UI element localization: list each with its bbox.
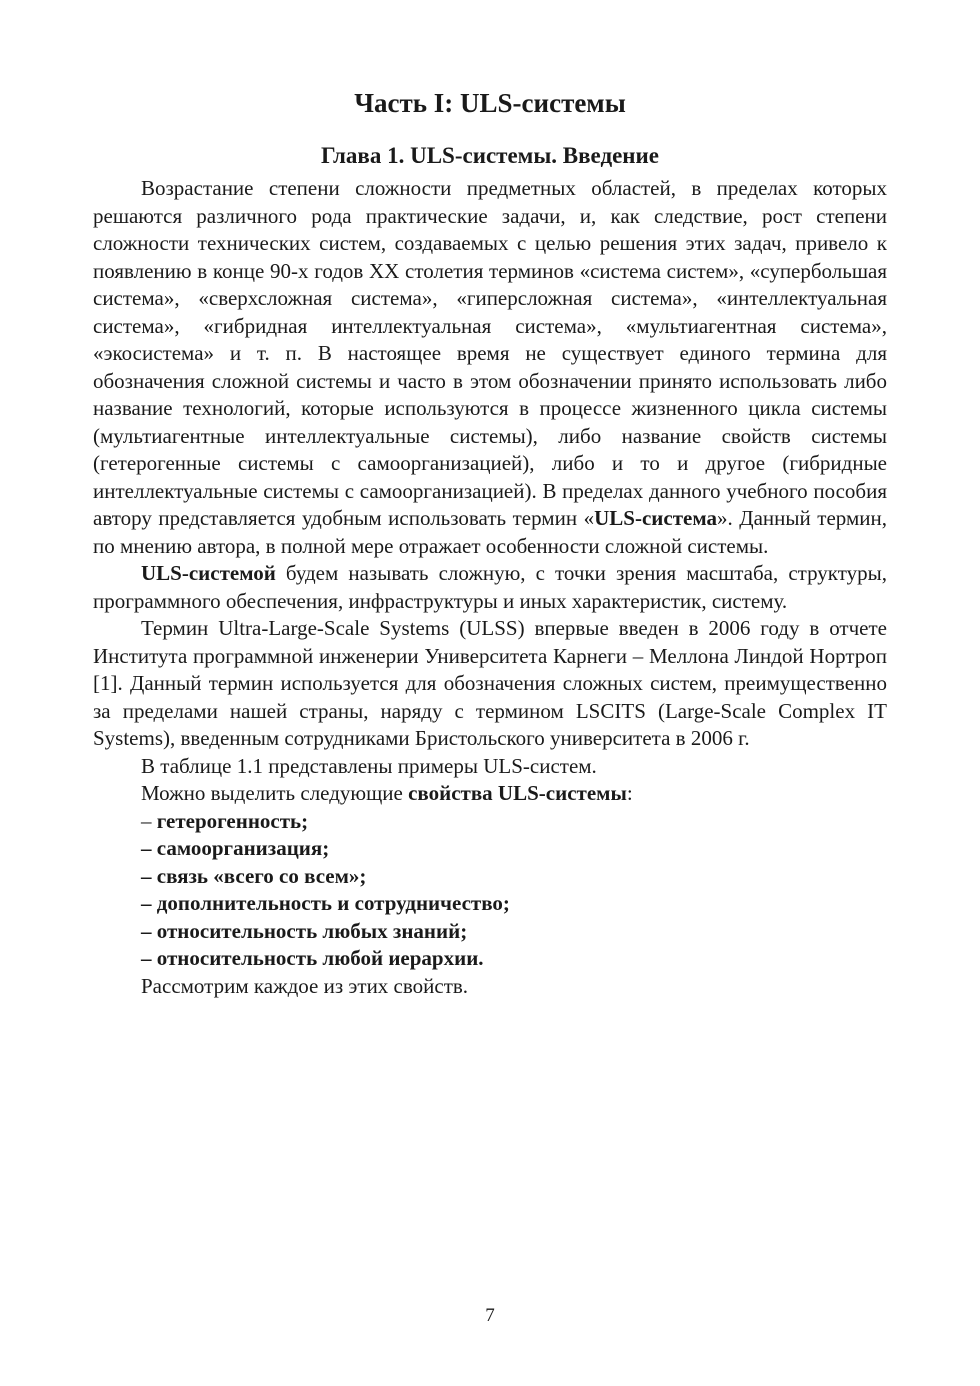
property-relativity-of-hierarchy: относительность любой иерархии. [156, 946, 484, 970]
list-item [93, 835, 887, 863]
properties-intro-text: Можно выделить следующие [141, 781, 409, 805]
paragraph-definition-text: будем называть сложную, с точки зрения масштаба, структуры, программного обеспечения, инфраструктуры и иных характеристик, систему. [93, 561, 887, 613]
part-title: Часть I: ULS-системы [354, 88, 626, 118]
property-complementarity-cooperation: дополнительность и сотрудничество; [156, 891, 510, 915]
list-dash: – [141, 836, 157, 860]
chapter-title: Глава 1. ULS-системы. Введение [320, 143, 660, 168]
property-all-to-all-connection: связь «всего со всем»; [156, 863, 367, 888]
property-self-organization: самоорганизация; [156, 836, 330, 860]
list-item [93, 945, 887, 973]
property-relativity-of-knowledge: относительность любых знаний; [156, 918, 468, 943]
properties-intro-term: свойства ULS-системы [408, 781, 627, 805]
list-dash: – [141, 863, 157, 888]
paragraph-history: Термин Ultra-Large-Scale Systems (ULSS) впервые введен в 2006 году в отчете Института программной инженерии Университета Карнеги – Меллона Линдой Нортроп [1]. Данный термин используется для обозначения сложных систем, преимущественно за пределами нашей страны, наряду с термином LSCITS (Large-Scale Complex IT Systems), введенным сотрудниками Бристольского университета в 2006 г. [93, 616, 887, 750]
closing-sentence: Рассмотрим каждое из этих свойств. [141, 973, 469, 998]
term-uls-systemoy: ULS-системой [141, 561, 276, 585]
page-number: 7 [485, 1305, 495, 1326]
paragraph-definition [93, 560, 887, 615]
list-item [93, 808, 887, 836]
list-dash: – [141, 891, 157, 915]
page-content [93, 86, 887, 1000]
paragraph-intro [93, 175, 887, 560]
term-uls-system: ULS-система [594, 506, 717, 530]
paragraph-intro-text-a: Возрастание степени сложности предметных областей, в пределах которых решаются различного рода практические задачи, и, как следствие, рост степени сложности технических систем, создаваемых с целью решения этих задач, привело к появлению в конце 90-х годов XX столетия терминов «система систем», «супербольшая система», «сверхсложная система», «гиперсложная система», «интеллектуальная система», «гибридная интеллектуальная система», «мультиагентная система», «экосистема» и т. п. В настоящее время не существует единого термина для обозначения сложной системы и часто в этом обозначении принято использовать либо название технологий, которые используются в процессе жизненного цикла системы (мультиагентные интеллектуальные системы), либо название свойств системы (гетерогенные системы с самоорганизацией), либо и то и другое (гибридные интеллектуальные системы с самоорганизацией). В пределах данного учебного пособия автору представляется удобным использовать термин « [93, 176, 887, 530]
list-dash: – [141, 808, 157, 833]
list-dash: – [141, 918, 157, 943]
list-dash: – [141, 946, 157, 970]
paragraph-intro-text-b: ». Данный термин, по мнению автора, в полной мере отражает особенности сложной системы. [93, 506, 887, 558]
list-item [93, 918, 887, 946]
property-heterogeneity: гетерогенность; [156, 808, 309, 833]
table-reference: В таблице 1.1 представлены примеры ULS-систем. [141, 753, 597, 778]
list-item [93, 890, 887, 918]
properties-intro [93, 780, 887, 808]
list-item [93, 863, 887, 891]
properties-intro-colon: : [626, 781, 633, 805]
